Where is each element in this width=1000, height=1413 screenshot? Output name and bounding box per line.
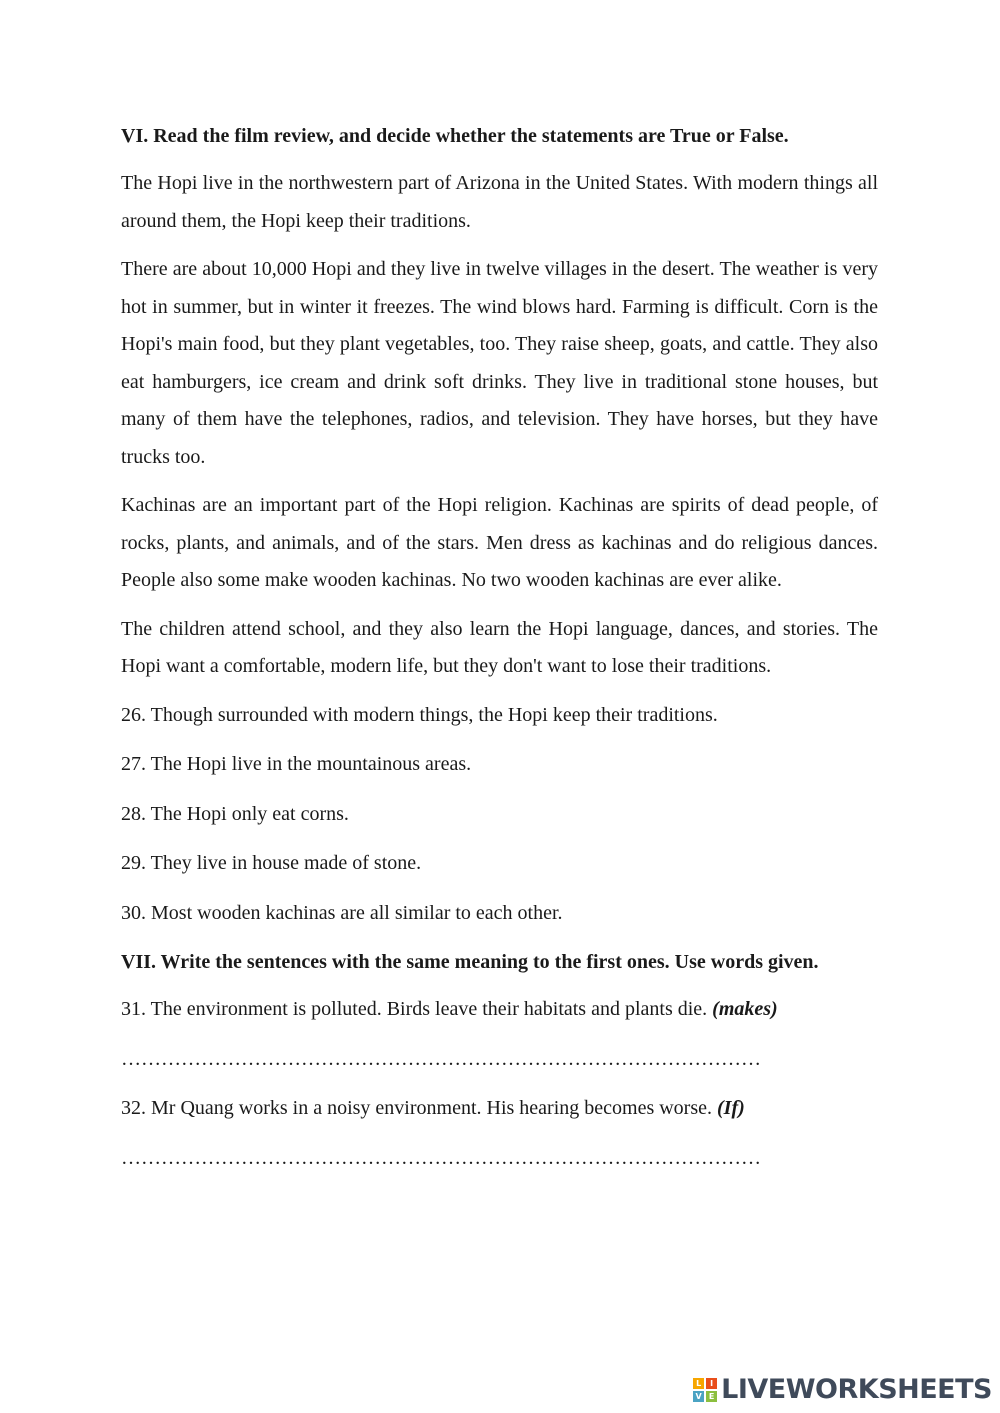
logo-mark-letter: V	[693, 1391, 704, 1402]
statement-28[interactable]: 28. The Hopi only eat corns.	[121, 802, 349, 825]
statement-30[interactable]: 30. Most wooden kachinas are all similar to each other.	[121, 901, 563, 924]
statement-29[interactable]: 29. They live in house made of stone.	[121, 852, 422, 874]
question-31-text: 31. The environment is polluted. Birds leave their habitats and plants die.	[121, 998, 708, 1020]
question-32-text: 32. Mr Quang works in a noisy environment. His hearing becomes worse.	[121, 1097, 712, 1119]
question-32	[121, 1090, 878, 1128]
section-6-heading: VI. Read the film review, and decide whether the statements are True or False.	[121, 125, 789, 147]
reading-paragraph-3: Kachinas are an important part of the Hopi religion. Kachinas are spirits of dead people, of rocks, plants, and animals, and of the stars. Men dress as kachinas and do religious dances. People also some make wooden kachinas. No two wooden kachinas are ever alike.	[121, 494, 878, 591]
logo-mark-letter: E	[706, 1391, 717, 1402]
question-31	[121, 991, 878, 1029]
section-7-heading: VII. Write the sentences with the same meaning to the first ones. Use words given.	[121, 951, 819, 973]
question-31-hint: (makes)	[712, 998, 778, 1020]
answer-line-31[interactable]: ……………………………………………………………………………………	[121, 1047, 761, 1070]
reading-paragraph-4: The children attend school, and they also learn the Hopi language, dances, and stories. The Hopi want a comfortable, modern life, but they don't want to lose their traditions.	[121, 617, 878, 677]
worksheet-page	[121, 118, 878, 1189]
logo-mark-letter: I	[706, 1378, 717, 1389]
logo-mark-icon	[693, 1378, 717, 1402]
logo-mark-letter: L	[693, 1378, 704, 1389]
logo-text: LIVEWORKSHEETS	[721, 1374, 992, 1405]
statement-27[interactable]: 27. The Hopi live in the mountainous areas.	[121, 753, 472, 775]
answer-line-32[interactable]: ……………………………………………………………………………………	[121, 1146, 761, 1169]
liveworksheets-logo[interactable]	[693, 1374, 992, 1405]
reading-paragraph-1: The Hopi live in the northwestern part of Arizona in the United States. With modern things all around them, the Hopi keep their traditions.	[121, 172, 878, 232]
reading-paragraph-2: There are about 10,000 Hopi and they live in twelve villages in the desert. The weather is very hot in summer, but in winter it freezes. The wind blows hard. Farming is difficult. Corn is the Hopi's main food, but they plant vegetables, too. They raise sheep, goats, and cattle. They also eat hamburgers, ice cream and drink soft drinks. They live in traditional stone houses, but many of them have the telephones, radios, and television. They have horses, but they have trucks too.	[121, 258, 878, 468]
statement-26[interactable]: 26. Though surrounded with modern things, the Hopi keep their traditions.	[121, 703, 718, 726]
question-32-hint: (If)	[717, 1097, 745, 1119]
